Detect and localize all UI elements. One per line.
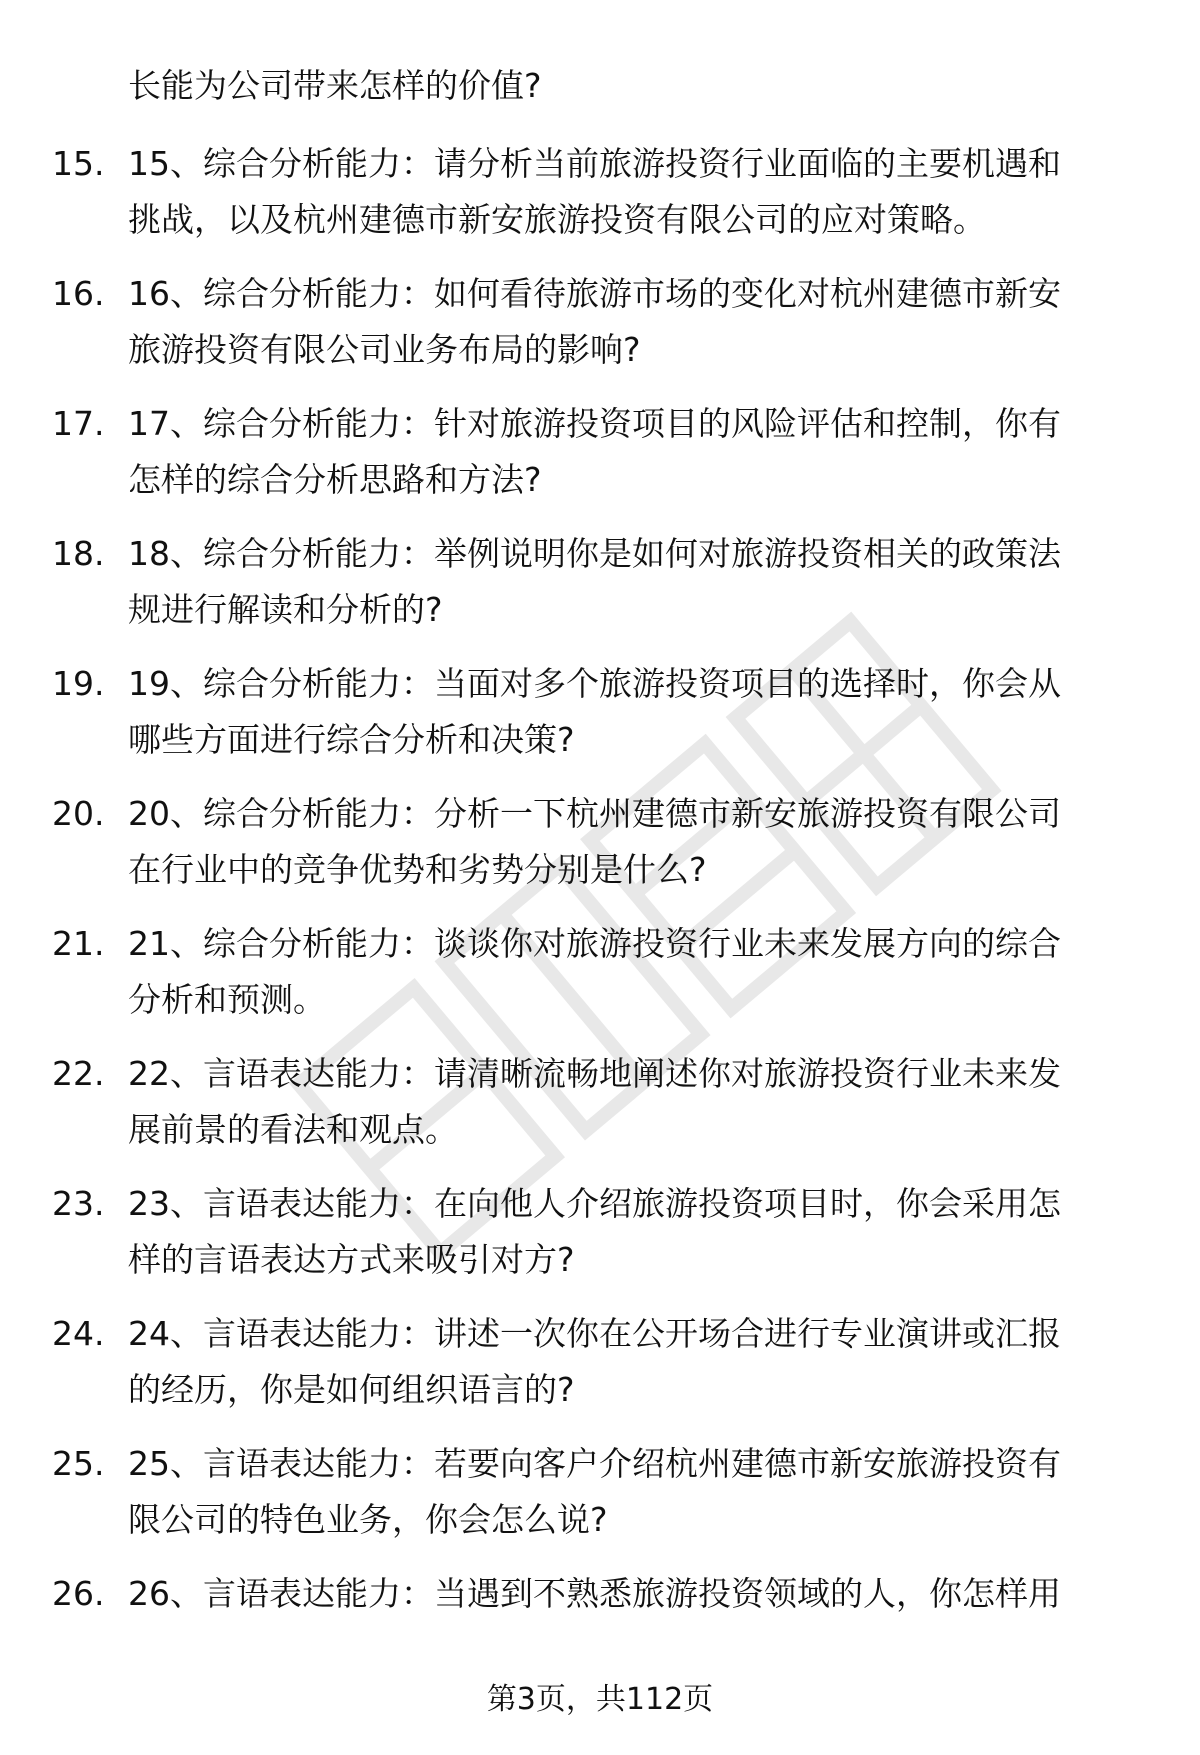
item-number: 22. — [52, 1054, 105, 1093]
list-item — [0, 1566, 1200, 1696]
page-footer: 第3页，共112页 — [486, 1682, 714, 1717]
item-text-line: 16、综合分析能力：如何看待旅游市场的变化对杭州建德市新安 — [128, 274, 1061, 313]
item-text — [128, 396, 1148, 508]
question-list — [0, 136, 1200, 1696]
item-text — [128, 1306, 1148, 1418]
list-item — [0, 526, 1200, 656]
item-text — [128, 266, 1148, 378]
item-text — [128, 526, 1148, 638]
item-text-line: 15、综合分析能力：请分析当前旅游投资行业面临的主要机遇和 — [128, 144, 1061, 183]
item-text — [128, 1436, 1148, 1548]
list-item — [0, 1176, 1200, 1306]
item-text-line: 17、综合分析能力：针对旅游投资项目的风险评估和控制，你有 — [128, 404, 1061, 443]
item-text-line: 旅游投资有限公司业务布局的影响? — [128, 330, 641, 369]
item-text — [128, 786, 1148, 898]
list-item — [0, 1046, 1200, 1176]
item-text-line: 22、言语表达能力：请清晰流畅地阐述你对旅游投资行业未来发 — [128, 1054, 1061, 1093]
item-text-line: 怎样的综合分析思路和方法? — [128, 460, 542, 499]
item-number: 21. — [52, 924, 105, 963]
item-number: 17. — [52, 404, 105, 443]
list-item — [0, 656, 1200, 786]
item-text-line: 的经历，你是如何组织语言的? — [128, 1370, 575, 1409]
item-text-line: 21、综合分析能力：谈谈你对旅游投资行业未来发展方向的综合 — [128, 924, 1061, 963]
list-item — [0, 916, 1200, 1046]
item-text-line: 挑战，以及杭州建德市新安旅游投资有限公司的应对策略。 — [128, 200, 986, 239]
list-item — [0, 396, 1200, 526]
list-item — [0, 266, 1200, 396]
item-number: 26. — [52, 1574, 105, 1613]
list-item — [0, 136, 1200, 266]
item-text-line: 样的言语表达方式来吸引对方? — [128, 1240, 575, 1279]
item-number: 16. — [52, 274, 105, 313]
item-text-line: 26、言语表达能力：当遇到不熟悉旅游投资领域的人，你怎样用 — [128, 1574, 1061, 1613]
item-number: 23. — [52, 1184, 105, 1223]
item-number: 20. — [52, 794, 105, 833]
item-text-line: 分析和预测。 — [128, 980, 326, 1019]
item-text-line: 18、综合分析能力：举例说明你是如何对旅游投资相关的政策法 — [128, 534, 1061, 573]
item-text-line: 在行业中的竞争优势和劣势分别是什么? — [128, 850, 707, 889]
item-text-line: 限公司的特色业务，你会怎么说? — [128, 1500, 608, 1539]
continuation-line: 长能为公司带来怎样的价值? — [128, 66, 542, 105]
item-text — [128, 1046, 1148, 1158]
item-number: 15. — [52, 144, 105, 183]
item-text-line: 哪些方面进行综合分析和决策? — [128, 720, 575, 759]
list-item — [0, 1306, 1200, 1436]
item-text-line: 展前景的看法和观点。 — [128, 1110, 458, 1149]
item-number: 18. — [52, 534, 105, 573]
item-number: 24. — [52, 1314, 105, 1353]
item-text-line: 23、言语表达能力：在向他人介绍旅游投资项目时，你会采用怎 — [128, 1184, 1061, 1223]
list-item — [0, 786, 1200, 916]
item-text — [128, 1176, 1148, 1288]
item-text — [128, 916, 1148, 1028]
item-text — [128, 136, 1148, 248]
item-number: 19. — [52, 664, 105, 703]
list-item — [0, 1436, 1200, 1566]
item-text-line: 19、综合分析能力：当面对多个旅游投资项目的选择时，你会从 — [128, 664, 1061, 703]
item-number: 25. — [52, 1444, 105, 1483]
item-text-line: 20、综合分析能力：分析一下杭州建德市新安旅游投资有限公司 — [128, 794, 1061, 833]
item-text-line: 25、言语表达能力：若要向客户介绍杭州建德市新安旅游投资有 — [128, 1444, 1061, 1483]
item-text-line: 24、言语表达能力：讲述一次你在公开场合进行专业演讲或汇报 — [128, 1314, 1061, 1353]
item-text — [128, 656, 1148, 768]
item-text-line: 规进行解读和分析的? — [128, 590, 443, 629]
item-text — [128, 1566, 1148, 1622]
